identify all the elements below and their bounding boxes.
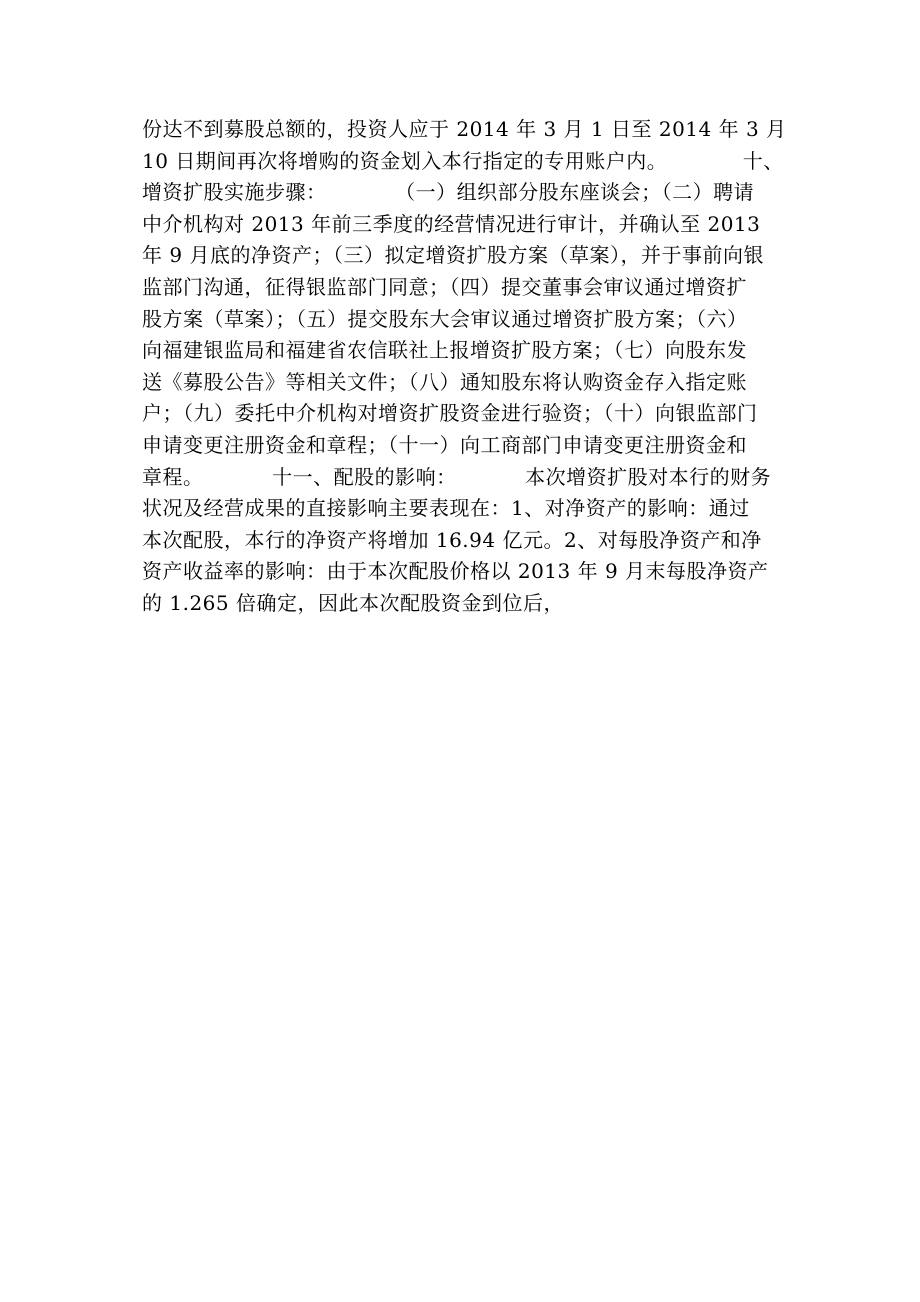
text-line: 监部门沟通，征得银监部门同意；（四）提交董事会审议通过增资扩 bbox=[142, 274, 747, 299]
text-line: 份达不到募股总额的，投资人应于 2014 年 3 月 1 日至 2014 年 3 月 bbox=[142, 117, 787, 141]
text-line: 状况及经营成果的直接影响主要表现在：1、对净资产的影响：通过 bbox=[142, 496, 750, 521]
text-line: 股方案（草案）；（五）提交股东大会审议通过增资扩股方案；（六） bbox=[142, 306, 748, 331]
text-line: 10 日期间再次将增购的资金划入本行指定的专用账户内。 十、 bbox=[142, 148, 784, 173]
text-line: 申请变更注册资金和章程；（十一）向工商部门申请变更注册资金和 bbox=[142, 432, 747, 457]
text-line: 年 9 月底的净资产；（三）拟定增资扩股方案（草案），并于事前向银 bbox=[142, 243, 764, 268]
text-line: 增资扩股实施步骤： （一）组织部分股东座谈会；（二）聘请 bbox=[142, 180, 755, 205]
text-line: 向福建银监局和福建省农信联社上报增资扩股方案；（七）向股东发 bbox=[142, 338, 747, 363]
text-line: 的 1.265 倍确定，因此本次配股资金到位后， bbox=[142, 590, 564, 615]
body-paragraph bbox=[142, 114, 792, 620]
text-line: 资产收益率的影响：由于本次配股价格以 2013 年 9 月末每股净资产 bbox=[142, 559, 769, 584]
text-line: 中介机构对 2013 年前三季度的经营情况进行审计，并确认至 2013 bbox=[142, 211, 761, 236]
text-line: 本次配股，本行的净资产将增加 16.94 亿元。2、对每股净资产和净 bbox=[142, 527, 762, 552]
text-line: 送《募股公告》等相关文件；（八）通知股东将认购资金存入指定账 bbox=[142, 369, 747, 394]
text-line: 章程。 十一、配股的影响： 本次增资扩股对本行的财务 bbox=[142, 464, 772, 489]
text-line: 户；（九）委托中介机构对增资扩股资金进行验资；（十）向银监部门 bbox=[142, 401, 758, 426]
